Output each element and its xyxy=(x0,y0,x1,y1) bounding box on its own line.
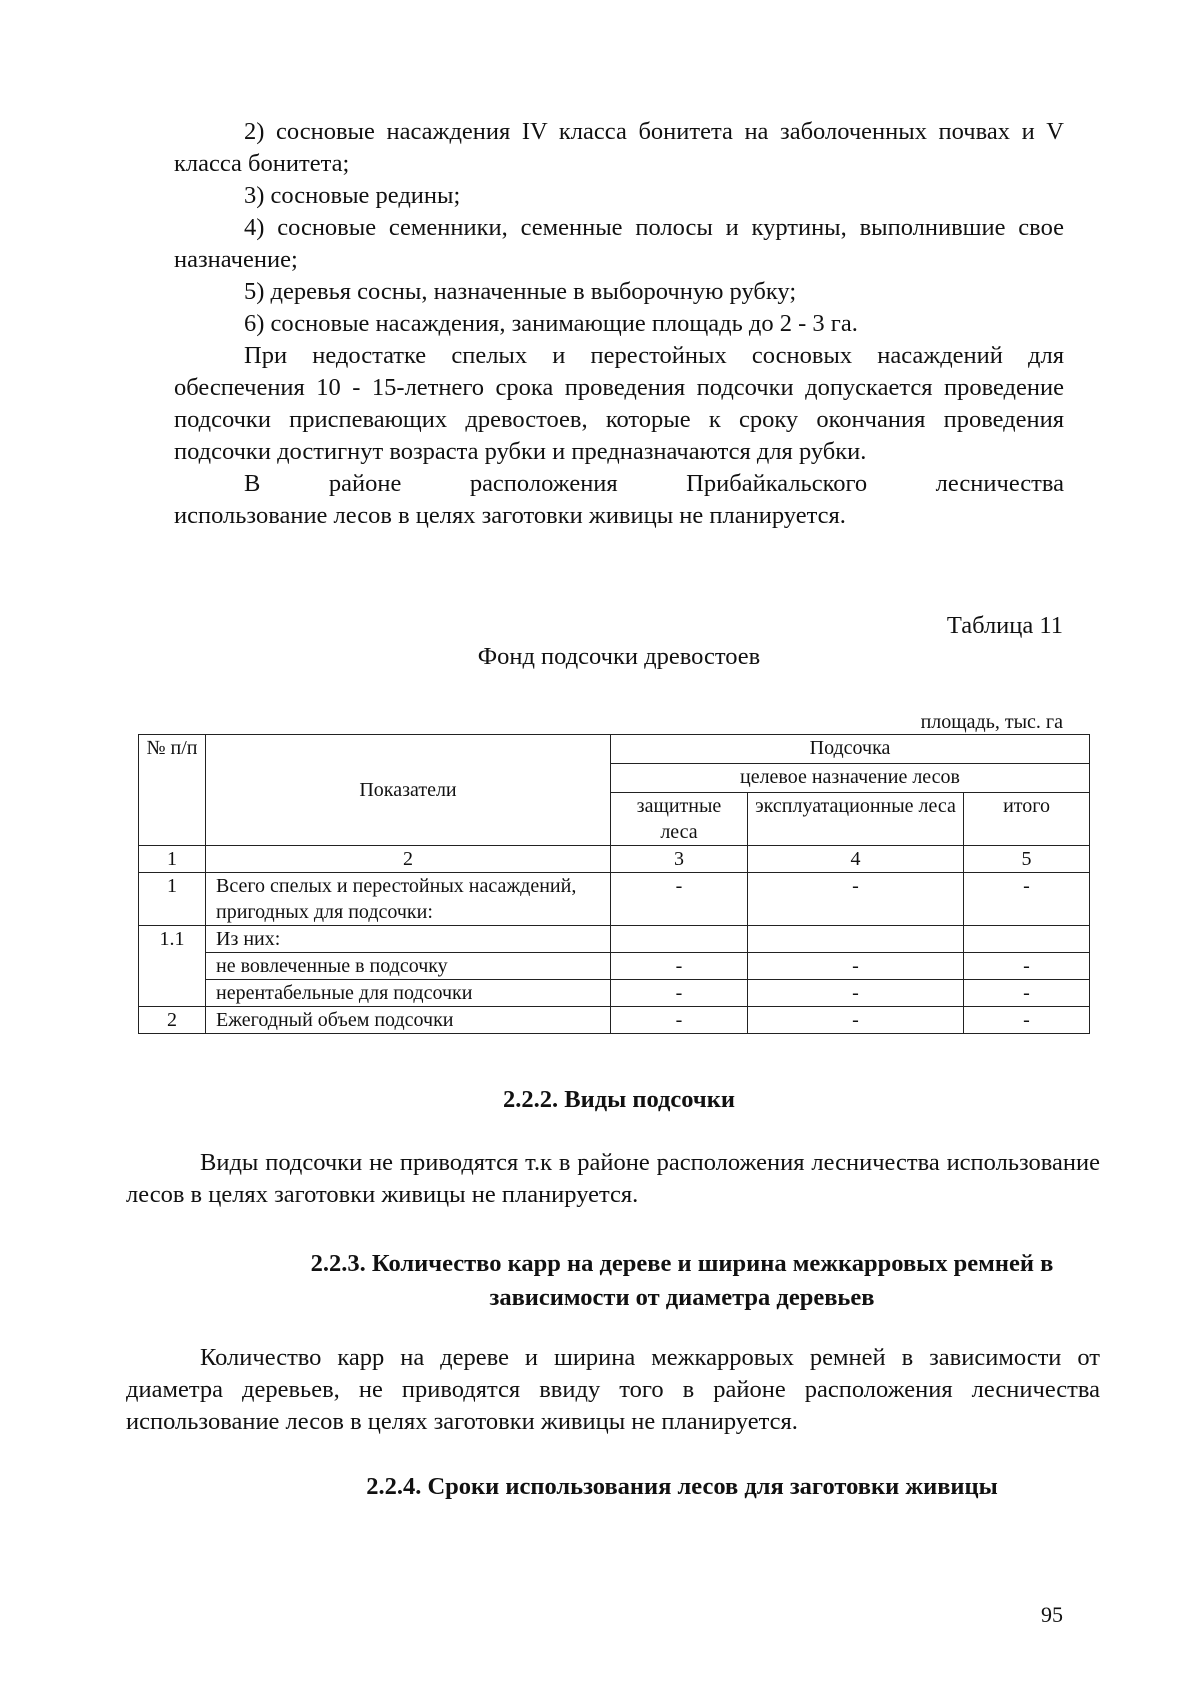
table-cell: - xyxy=(748,1007,964,1034)
table-cell: 1 xyxy=(139,873,206,926)
paragraph: 5) деревья сосны, назначенные в выборочную рубку; xyxy=(244,278,797,305)
table-row xyxy=(139,980,1090,1007)
table-cell: 2 xyxy=(206,846,611,873)
table-number: Таблица 11 xyxy=(946,612,1063,639)
table-cell: - xyxy=(611,980,748,1007)
table-cell: 1 xyxy=(139,846,206,873)
fund-table xyxy=(138,734,1090,1034)
table-row xyxy=(139,953,1090,980)
table-cell xyxy=(748,926,964,953)
index-row xyxy=(139,846,1090,873)
table-cell: - xyxy=(611,873,748,926)
table-cell: - xyxy=(748,873,964,926)
table-row xyxy=(139,873,1090,926)
section-text xyxy=(126,1147,1100,1211)
table-row xyxy=(139,926,1090,953)
table-cell: - xyxy=(964,953,1090,980)
paragraph: использование лесов в целях заготовки живицы не планируется. xyxy=(174,502,846,529)
header-col5: итого xyxy=(964,793,1090,846)
paragraph: При недостатке спелых и перестойных сосновых насаждений для обеспечения 10 - 15-летнего срока проведения подсочки допускается проведение подсочки приспевающих древостоев, которые к сроку окончания проведения подсочки достигнут возраста рубки и предназначаются для рубки. xyxy=(174,342,1064,465)
table-row xyxy=(139,1007,1090,1034)
section-heading: 2.2.4. Сроки использования лесов для заготовки живицы xyxy=(366,1473,998,1500)
table-cell xyxy=(964,926,1090,953)
header-col4: эксплуатационные леса xyxy=(748,793,964,846)
paragraph: 4) сосновые семенники, семенные полосы и куртины, выполнившие свое назначение; xyxy=(174,214,1064,273)
table-cell: - xyxy=(748,980,964,1007)
table-cell: нерентабельные для подсочки xyxy=(206,980,611,1007)
header-subgroup: целевое назначение лесов xyxy=(611,764,1090,793)
table-cell: 2 xyxy=(139,1007,206,1034)
section-heading: 2.2.2. Виды подсочки xyxy=(503,1086,735,1113)
table-cell: 4 xyxy=(748,846,964,873)
table-cell: Ежегодный объем подсочки xyxy=(206,1007,611,1034)
paragraph: 3) сосновые редины; xyxy=(244,182,461,209)
table-cell: 1.1 xyxy=(139,926,206,1007)
table-cell: не вовлеченные в подсочку xyxy=(206,953,611,980)
table-cell xyxy=(611,926,748,953)
paragraph: Количество карр на дереве и ширина межкарровых ремней в зависимости от диаметра деревьев, не приводятся ввиду того в районе расположения лесничества использование лесов в целях заготовки живицы не планируется. xyxy=(126,1344,1100,1435)
header-indicators: Показатели xyxy=(206,735,611,846)
page-number: 95 xyxy=(1041,1602,1063,1627)
paragraph: В районе расположения Прибайкальского лесничества xyxy=(244,470,1064,497)
table-unit: площадь, тыс. га xyxy=(920,711,1063,733)
table-cell: - xyxy=(611,1007,748,1034)
section-heading: 2.2.3. Количество карр на дереве и ширина межкарровых ремней в зависимости от диаметра деревьев xyxy=(310,1250,1054,1311)
table-cell: - xyxy=(748,953,964,980)
table-cell: 3 xyxy=(611,846,748,873)
intro-text xyxy=(174,116,1064,532)
table-cell: 5 xyxy=(964,846,1090,873)
table-cell: Из них: xyxy=(206,926,611,953)
table-cell: Всего спелых и перестойных насаждений, пригодных для подсочки: xyxy=(206,873,611,926)
header-group: Подсочка xyxy=(611,735,1090,764)
paragraph: 6) сосновые насаждения, занимающие площадь до 2 - 3 га. xyxy=(244,310,858,337)
paragraph: Виды подсочки не приводятся т.к в районе расположения лесничества использование лесов в целях заготовки живицы не планируется. xyxy=(126,1149,1100,1208)
section-text xyxy=(126,1342,1100,1438)
header-col3: защитные леса xyxy=(611,793,748,846)
table-title: Фонд подсочки древостоев xyxy=(477,643,761,670)
table-cell: - xyxy=(964,980,1090,1007)
paragraph: 2) сосновые насаждения IV класса бонитета на заболоченных почвах и V класса бонитета; xyxy=(174,118,1064,177)
header-num: № п/п xyxy=(139,735,206,846)
table-cell: - xyxy=(964,873,1090,926)
table-cell: - xyxy=(964,1007,1090,1034)
table-cell: - xyxy=(611,953,748,980)
